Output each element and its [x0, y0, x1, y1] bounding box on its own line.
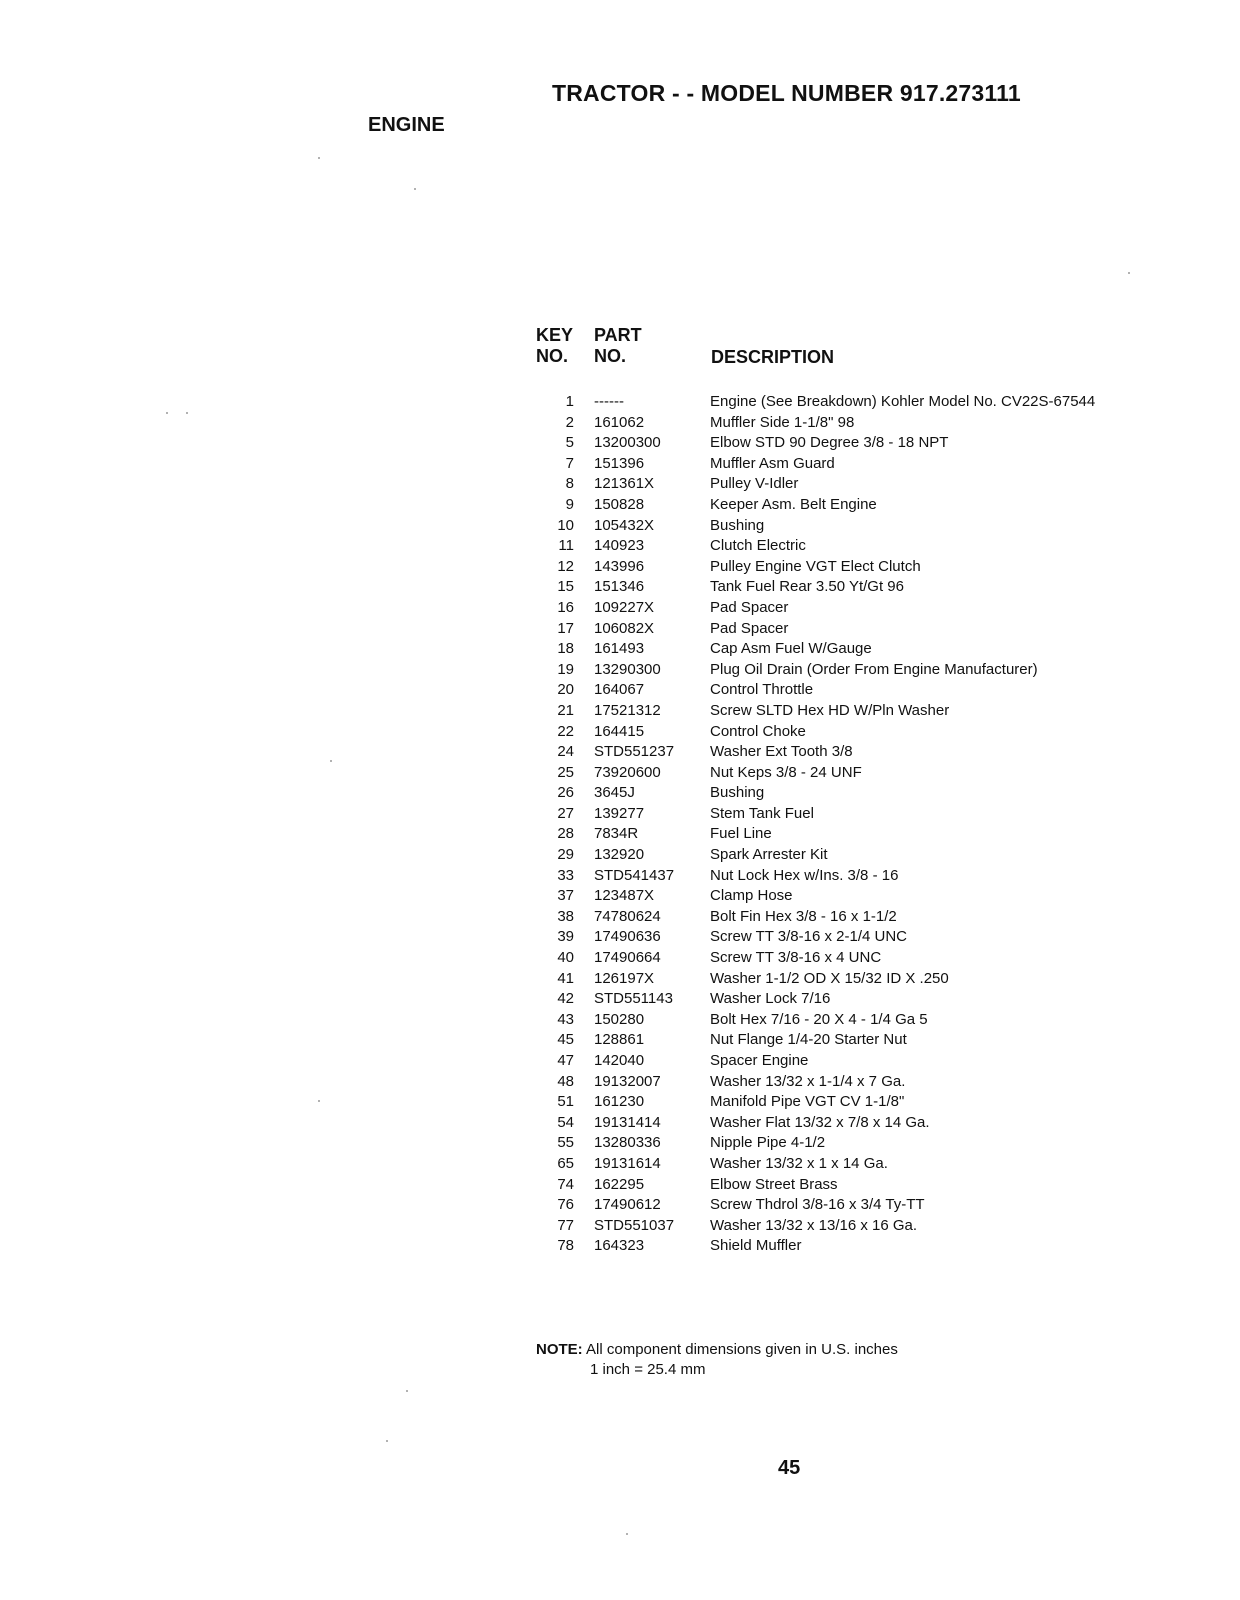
part-no: 150828 [594, 495, 645, 513]
part-header-line2: NO. [594, 346, 627, 366]
note-conversion: 1 inch = 25.4 mm [590, 1361, 706, 1378]
part-no: 3645J [594, 784, 635, 802]
part-no: 109227X [594, 598, 655, 616]
part-description: Control Throttle [710, 681, 814, 699]
part-no: 128861 [594, 1031, 645, 1049]
part-no: 164415 [594, 722, 645, 740]
part-description: Washer Ext Tooth 3/8 [710, 743, 853, 761]
part-no: STD551037 [594, 1216, 675, 1234]
part-description: Screw TT 3/8-16 x 2-1/4 UNC [710, 928, 908, 946]
parts-list [530, 392, 1210, 1257]
part-no: 19131614 [594, 1154, 661, 1172]
part-no: 74780624 [594, 907, 661, 925]
part-no: 150280 [594, 1010, 645, 1028]
part-description: Nut Keps 3/8 - 24 UNF [710, 763, 862, 781]
part-no: 151396 [594, 454, 645, 472]
key-no: 39 [557, 928, 574, 946]
part-no: 17490636 [594, 928, 661, 946]
part-description: Washer 13/32 x 1-1/4 x 7 Ga. [710, 1072, 906, 1090]
parts-row [530, 701, 1210, 722]
parts-row [530, 1175, 1210, 1196]
part-description: Bushing [710, 784, 765, 802]
scan-speck [330, 760, 332, 762]
part-no: 143996 [594, 557, 645, 575]
key-no: 8 [565, 475, 574, 493]
parts-row [530, 1072, 1210, 1093]
key-no: 10 [557, 516, 574, 534]
key-no: 18 [557, 640, 574, 658]
part-description: Screw TT 3/8-16 x 4 UNC [710, 949, 882, 967]
section-title: ENGINE [368, 114, 445, 136]
part-no: STD551237 [594, 743, 675, 761]
key-no: 51 [557, 1093, 574, 1111]
part-description: Bolt Fin Hex 3/8 - 16 x 1-1/2 [710, 907, 897, 925]
key-no: 24 [557, 743, 574, 761]
part-header-line1: PART [594, 325, 642, 345]
parts-row [530, 433, 1210, 454]
part-no: 161062 [594, 413, 645, 431]
key-no: 19 [557, 660, 574, 678]
key-no-column-header [536, 325, 573, 367]
parts-row [530, 845, 1210, 866]
parts-row [530, 722, 1210, 743]
part-description: Control Choke [710, 722, 806, 740]
part-no: 105432X [594, 516, 655, 534]
scan-speck [414, 188, 416, 190]
description-column-header: DESCRIPTION [711, 347, 835, 367]
part-description: Fuel Line [710, 825, 772, 843]
key-no: 38 [557, 907, 574, 925]
parts-row [530, 1133, 1210, 1154]
parts-row [530, 1113, 1210, 1134]
part-no: 7834R [594, 825, 639, 843]
key-no: 55 [557, 1134, 574, 1152]
part-description: Spacer Engine [710, 1052, 809, 1069]
part-no: 17490664 [594, 949, 661, 967]
part-no: 161493 [594, 640, 645, 658]
part-description: Washer 1-1/2 OD X 15/32 ID X .250 [710, 969, 949, 987]
scan-speck [186, 412, 188, 414]
parts-row [530, 1030, 1210, 1051]
part-description: Muffler Side 1-1/8" 98 [710, 413, 855, 431]
part-description: Pad Spacer [710, 619, 789, 637]
parts-row [530, 474, 1210, 495]
scan-speck [406, 1390, 408, 1392]
parts-row [530, 557, 1210, 578]
part-no: 142040 [594, 1052, 645, 1069]
key-no: 42 [557, 990, 574, 1008]
note-label: NOTE: [536, 1341, 583, 1358]
key-header-line2: NO. [536, 346, 569, 366]
part-no: 139277 [594, 804, 645, 822]
parts-row [530, 413, 1210, 434]
key-no: 20 [557, 681, 574, 699]
part-no: 17490612 [594, 1196, 661, 1214]
document-title: TRACTOR - - MODEL NUMBER 917.273111 [552, 80, 1021, 106]
parts-row [530, 969, 1210, 990]
key-no: 48 [557, 1072, 574, 1090]
part-description: Manifold Pipe VGT CV 1-1/8" [710, 1093, 905, 1111]
parts-row [530, 1092, 1210, 1113]
key-no: 47 [557, 1052, 574, 1069]
key-no: 78 [557, 1237, 574, 1255]
parts-row [530, 804, 1210, 825]
key-no: 54 [557, 1113, 574, 1131]
key-no: 27 [557, 804, 574, 822]
parts-row [530, 536, 1210, 557]
part-no: 13200300 [594, 434, 661, 452]
key-no: 26 [557, 784, 574, 802]
parts-row [530, 783, 1210, 804]
part-description: Screw SLTD Hex HD W/Pln Washer [710, 701, 950, 719]
part-description: Engine (See Breakdown) Kohler Model No. CV22S-67544 [710, 393, 1096, 410]
part-no: 132920 [594, 846, 645, 864]
part-no: 106082X [594, 619, 655, 637]
page-number: 45 [778, 1457, 801, 1479]
key-no: 37 [557, 887, 574, 905]
part-description: Stem Tank Fuel [710, 804, 814, 822]
part-description: Cap Asm Fuel W/Gauge [710, 640, 872, 658]
key-no: 25 [557, 763, 574, 781]
part-description: Nut Lock Hex w/Ins. 3/8 - 16 [710, 866, 899, 884]
parts-row [530, 392, 1210, 413]
part-description: Spark Arrester Kit [710, 846, 828, 864]
key-no: 45 [557, 1031, 574, 1049]
part-no-column-header [594, 325, 642, 367]
part-no: 162295 [594, 1175, 645, 1193]
key-no: 15 [557, 578, 574, 596]
part-description: Elbow STD 90 Degree 3/8 - 18 NPT [710, 434, 949, 452]
parts-row [530, 989, 1210, 1010]
key-no: 43 [557, 1010, 574, 1028]
scan-speck [386, 1440, 388, 1442]
part-description: Pulley V-Idler [710, 475, 799, 493]
parts-row [530, 1236, 1210, 1257]
parts-row [530, 495, 1210, 516]
key-no: 7 [565, 454, 574, 472]
key-no: 41 [557, 969, 574, 987]
key-no: 5 [565, 434, 574, 452]
key-no: 22 [557, 722, 574, 740]
part-description: Shield Muffler [710, 1237, 802, 1255]
part-description: Bolt Hex 7/16 - 20 X 4 - 1/4 Ga 5 [710, 1010, 928, 1028]
part-no: 17521312 [594, 701, 661, 719]
key-no: 29 [557, 846, 574, 864]
parts-row [530, 1195, 1210, 1216]
part-no: 13280336 [594, 1134, 661, 1152]
key-no: 1 [565, 393, 574, 410]
parts-row [530, 660, 1210, 681]
part-no: 151346 [594, 578, 645, 596]
part-no: 140923 [594, 537, 645, 555]
scan-speck [1128, 272, 1130, 274]
parts-row [530, 742, 1210, 763]
note-text: All component dimensions given in U.S. inches [586, 1341, 898, 1358]
part-description: Screw Thdrol 3/8-16 x 3/4 Ty-TT [710, 1196, 925, 1214]
part-description: Nipple Pipe 4-1/2 [710, 1134, 826, 1152]
part-description: Muffler Asm Guard [710, 454, 835, 472]
part-description: Pad Spacer [710, 598, 789, 616]
part-description: Clutch Electric [710, 537, 806, 555]
parts-row [530, 577, 1210, 598]
parts-row [530, 1051, 1210, 1072]
parts-row [530, 1154, 1210, 1175]
part-description: Tank Fuel Rear 3.50 Yt/Gt 96 [710, 578, 904, 596]
part-description: Bushing [710, 516, 765, 534]
parts-row [530, 639, 1210, 660]
part-description: Washer 13/32 x 13/16 x 16 Ga. [710, 1216, 918, 1234]
part-no: 19131414 [594, 1113, 661, 1131]
parts-row [530, 1010, 1210, 1031]
parts-row [530, 1216, 1210, 1237]
key-header-line1: KEY [536, 325, 574, 345]
key-no: 74 [557, 1175, 574, 1193]
parts-row [530, 907, 1210, 928]
key-no: 17 [557, 619, 574, 637]
part-no: 19132007 [594, 1072, 661, 1090]
parts-row [530, 948, 1210, 969]
key-no: 12 [557, 557, 574, 575]
parts-row [530, 598, 1210, 619]
part-no: 121361X [594, 475, 655, 493]
part-no: ------ [594, 393, 624, 410]
part-no: 161230 [594, 1093, 645, 1111]
key-no: 76 [557, 1196, 574, 1214]
part-no: 126197X [594, 969, 655, 987]
part-no: 164067 [594, 681, 645, 699]
parts-row [530, 680, 1210, 701]
parts-row [530, 516, 1210, 537]
part-no: STD541437 [594, 866, 675, 884]
part-description: Keeper Asm. Belt Engine [710, 495, 877, 513]
key-no: 40 [557, 949, 574, 967]
part-no: STD551143 [594, 990, 673, 1008]
part-description: Elbow Street Brass [710, 1175, 838, 1193]
parts-row [530, 619, 1210, 640]
part-description: Clamp Hose [710, 887, 793, 905]
key-no: 21 [557, 701, 574, 719]
part-description: Washer Flat 13/32 x 7/8 x 14 Ga. [710, 1113, 930, 1131]
parts-row [530, 886, 1210, 907]
key-no: 2 [565, 413, 574, 431]
part-no: 123487X [594, 887, 655, 905]
key-no: 33 [557, 866, 574, 884]
part-description: Washer 13/32 x 1 x 14 Ga. [710, 1154, 888, 1172]
scan-speck [318, 1100, 320, 1102]
part-description: Washer Lock 7/16 [710, 990, 831, 1008]
part-no: 164323 [594, 1237, 645, 1255]
key-no: 77 [557, 1216, 574, 1234]
key-no: 11 [558, 537, 574, 555]
scan-speck [626, 1533, 628, 1535]
key-no: 9 [565, 495, 574, 513]
key-no: 28 [557, 825, 574, 843]
parts-row [530, 454, 1210, 475]
part-description: Plug Oil Drain (Order From Engine Manufacturer) [710, 660, 1038, 678]
part-description: Pulley Engine VGT Elect Clutch [710, 557, 921, 575]
parts-row [530, 866, 1210, 887]
parts-row [530, 927, 1210, 948]
key-no: 65 [557, 1154, 574, 1172]
part-no: 73920600 [594, 763, 661, 781]
parts-row [530, 763, 1210, 784]
note [536, 1340, 898, 1380]
part-description: Nut Flange 1/4-20 Starter Nut [710, 1031, 907, 1049]
key-no: 16 [557, 598, 574, 616]
scan-speck [318, 157, 320, 159]
parts-row [530, 824, 1210, 845]
part-no: 13290300 [594, 660, 661, 678]
scan-speck [166, 412, 168, 414]
